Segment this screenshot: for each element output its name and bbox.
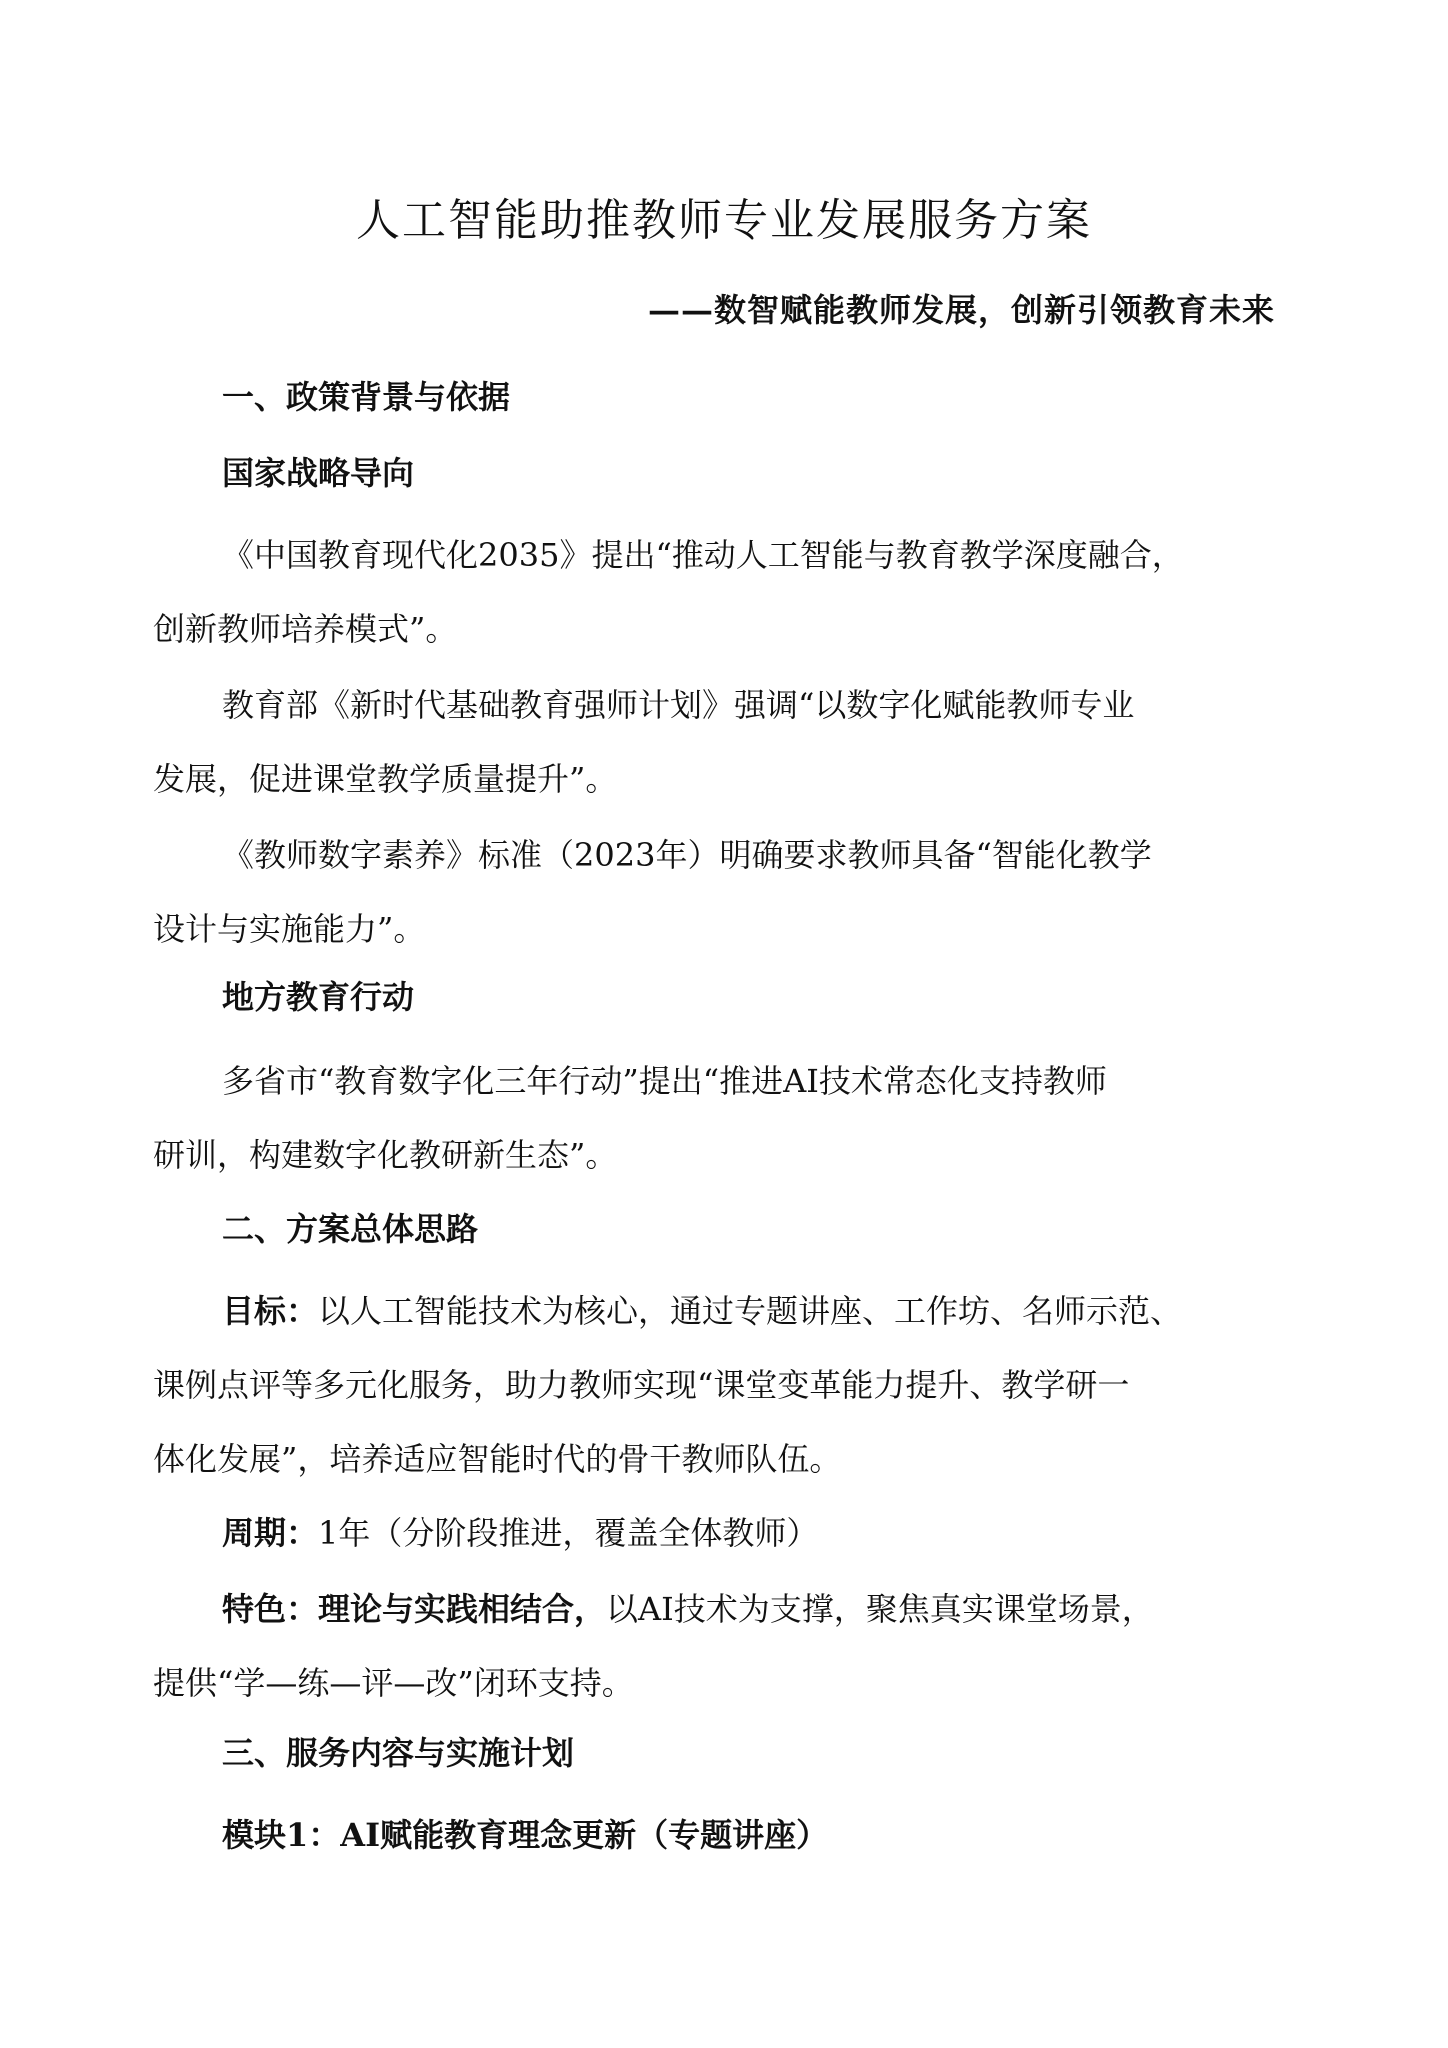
paragraph-line: 发展，促进课堂教学质量提升”。	[153, 760, 618, 798]
section-heading-overall-approach: 二、方案总体思路	[222, 1210, 479, 1248]
paragraph-period	[222, 1496, 1322, 1570]
paragraph-line	[222, 1274, 1322, 1348]
subheading-national-strategy: 国家战略导向	[222, 454, 415, 492]
paragraph-line	[222, 1572, 1322, 1646]
paragraph-line: 《中国教育现代化2035》提出“推动人工智能与教育教学深度融合，	[222, 536, 1184, 574]
goal-text: 以人工智能技术为核心，通过专题讲座、工作坊、名师示范、	[318, 1292, 1183, 1330]
subheading-local-action: 地方教育行动	[222, 978, 415, 1016]
goal-label: 目标：	[222, 1292, 319, 1330]
section-heading-policy: 一、政策背景与依据	[222, 378, 511, 416]
paragraph-line: 多省市“教育数字化三年行动”提出“推进AI技术常态化支持教师	[222, 1062, 1107, 1100]
paragraph-education-2035	[153, 518, 1322, 666]
paragraph-line: 创新教师培养模式”。	[153, 610, 458, 648]
paragraph-line: 教育部《新时代基础教育强师计划》强调“以数字化赋能教师专业	[222, 686, 1135, 724]
document-title: 人工智能助推教师专业发展服务方案	[356, 195, 1092, 246]
paragraph-line: 提供“学—练—评—改”闭环支持。	[153, 1664, 634, 1702]
section-heading-service-content: 三、服务内容与实施计划	[222, 1734, 575, 1772]
paragraph-line: 体化发展”，培养适应智能时代的骨干教师队伍。	[153, 1440, 842, 1478]
paragraph-line: 设计与实施能力”。	[153, 910, 426, 948]
feature-label: 特色：	[222, 1590, 319, 1628]
paragraph-line: 研训，构建数字化教研新生态”。	[153, 1136, 618, 1174]
paragraph-goal	[153, 1274, 1322, 1496]
paragraph-local-digital-action	[153, 1044, 1322, 1192]
paragraph-feature	[153, 1572, 1322, 1720]
paragraph-line: 课例点评等多元化服务，助力教师实现“课堂变革能力提升、教学研一	[153, 1366, 1130, 1404]
paragraph-line: 《教师数字素养》标准（2023年）明确要求教师具备“智能化教学	[222, 836, 1152, 874]
paragraph-strong-teacher-plan	[153, 668, 1322, 816]
feature-text: 以AI技术为支撑，聚焦真实课堂场景，	[606, 1590, 1154, 1628]
period-label: 周期：	[222, 1514, 319, 1552]
document-subtitle: ——数智赋能教师发展，创新引领教育未来	[647, 291, 1275, 329]
paragraph-digital-literacy-standard	[153, 818, 1322, 966]
module-1-heading: 模块1：AI赋能教育理念更新（专题讲座）	[222, 1816, 829, 1854]
feature-bold-text: 理论与实践相结合，	[318, 1590, 607, 1628]
period-text: 1年（分阶段推进，覆盖全体教师）	[318, 1514, 819, 1552]
